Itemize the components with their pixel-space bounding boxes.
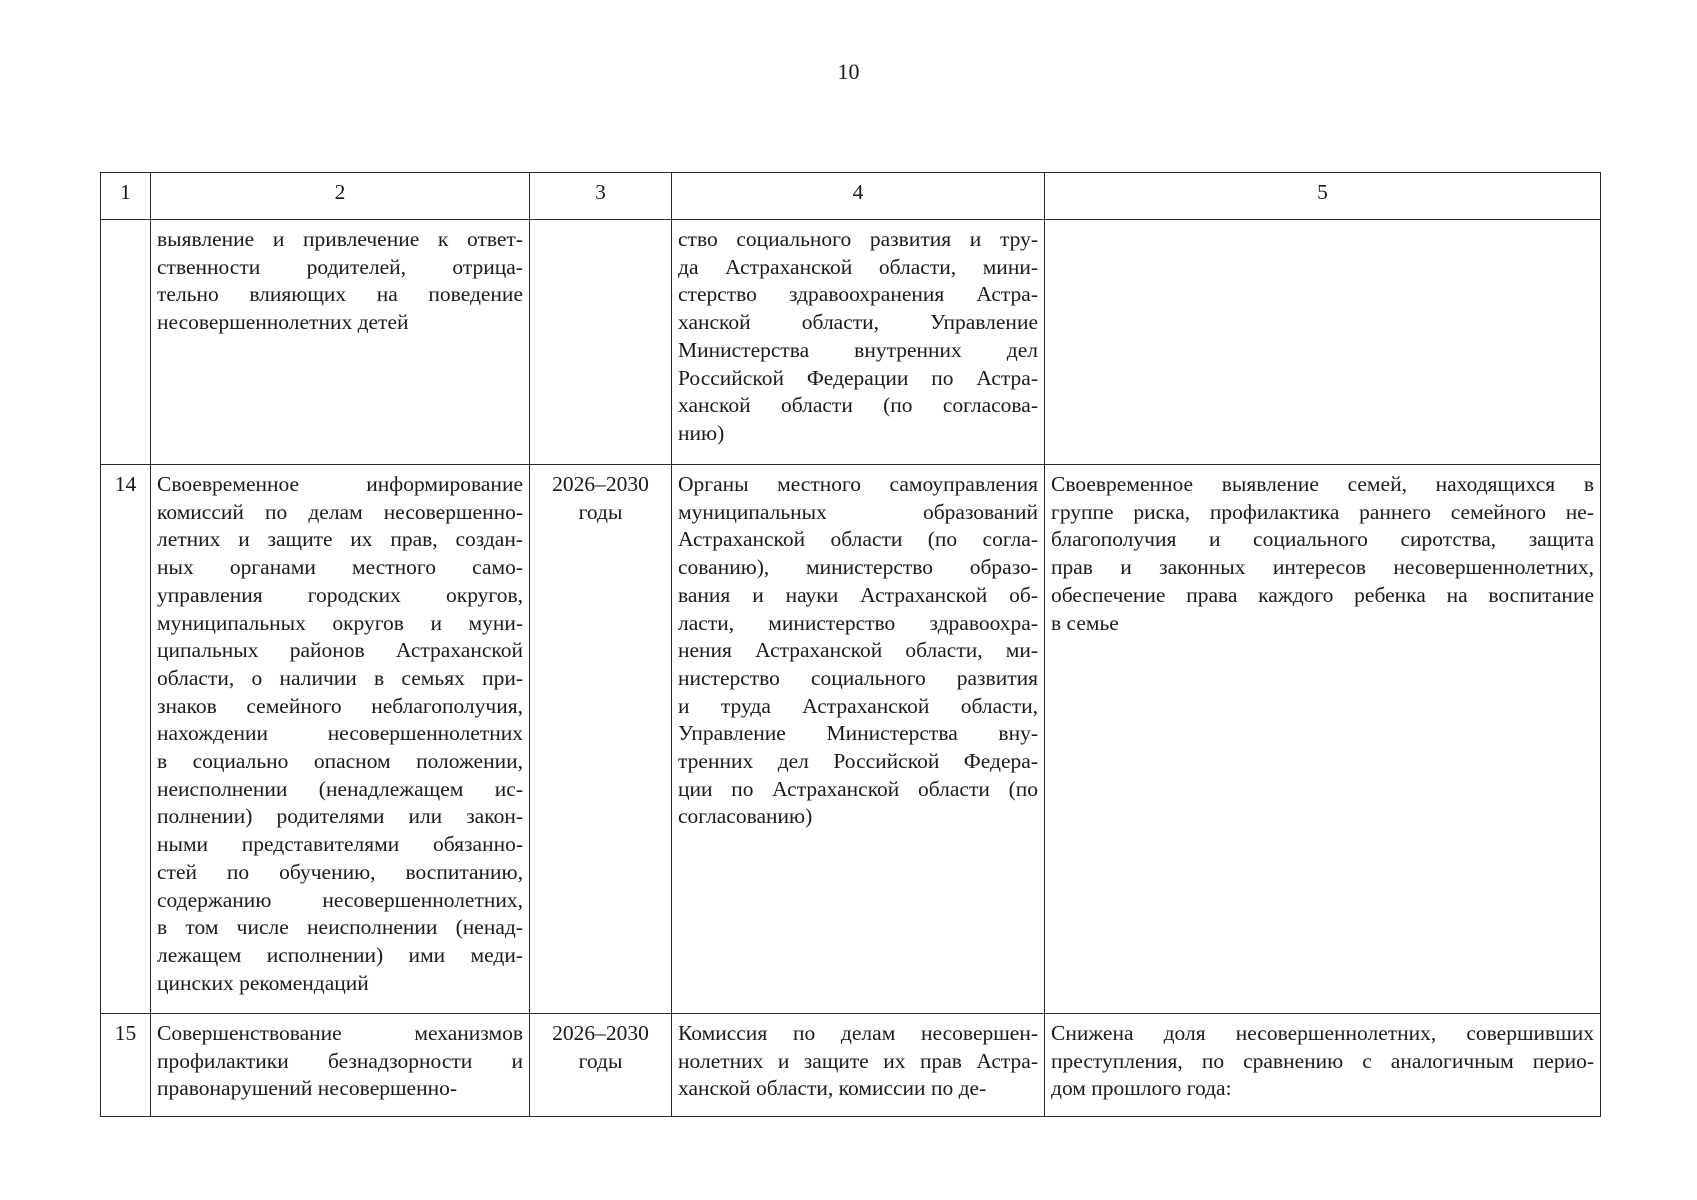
- cell-text-line: ханской области, Управление: [678, 310, 1038, 335]
- cell-text-line: нения Астраханской области, ми-: [678, 638, 1038, 663]
- cell-text-line: управления городских округов,: [157, 582, 523, 607]
- cell-text-line: ханской области, комиссии по де-: [678, 1076, 987, 1101]
- cell-text-line: летних и защите их прав, создан-: [157, 527, 523, 552]
- cell-text-line: Органы местного самоуправления: [678, 472, 1038, 496]
- cell-text-line: ных органами местного само-: [157, 555, 523, 580]
- cell-text-line: Совершенствование механизмов: [157, 1021, 523, 1045]
- cell-text-line: да Астраханской области, мини-: [678, 254, 1038, 279]
- row-number-cell: [101, 220, 151, 465]
- table-row: [101, 1014, 1601, 1117]
- executors-cell: [672, 465, 1045, 1014]
- column-header-measure: 2: [151, 173, 530, 220]
- cell-text-line: тельно влияющих на поведение: [157, 282, 523, 307]
- table-row: [101, 220, 1601, 465]
- cell-text-line: годы: [578, 499, 623, 524]
- cell-text-line: Астраханской области (по согла-: [678, 527, 1038, 552]
- column-header-number: 1: [101, 173, 151, 220]
- measures-table: [100, 172, 1601, 1117]
- cell-text-line: Российской Федерации по Астра-: [678, 365, 1038, 390]
- result-cell: [1045, 220, 1601, 465]
- column-header-executors: 4: [672, 173, 1045, 220]
- column-header-result: 5: [1045, 173, 1601, 220]
- cell-text-line: знаков семейного неблагополучия,: [157, 693, 523, 718]
- cell-text-line: преступления, по сравнению с аналогичным перио-: [1051, 1048, 1594, 1073]
- cell-text-line: дом прошлого года:: [1051, 1076, 1232, 1101]
- cell-text-line: 2026–2030: [552, 1021, 649, 1045]
- cell-text-line: правонарушений несовершенно-: [157, 1076, 458, 1101]
- cell-text-line: Своевременное информирование: [157, 472, 523, 496]
- cell-text-line: содержанию несовершеннолетних,: [157, 887, 523, 912]
- cell-text-line: стей по обучению, воспитанию,: [157, 859, 523, 884]
- period-cell: [530, 465, 672, 1014]
- result-cell: [1045, 1014, 1601, 1117]
- cell-text-line: и труда Астраханской области,: [678, 693, 1038, 718]
- cell-text-line: ными представителями обязанно-: [157, 832, 523, 857]
- table-row: [101, 465, 1601, 1014]
- cell-text-line: группе риска, профилактика раннего семейного не-: [1051, 499, 1594, 524]
- cell-text-line: Министерства внутренних дел: [678, 337, 1038, 362]
- cell-text-line: ласти, министерство здравоохра-: [678, 610, 1038, 635]
- cell-text-line: Своевременное выявление семей, находящихся в: [1051, 472, 1594, 496]
- cell-text-line: нистерство социального развития: [678, 665, 1038, 690]
- cell-text-line: муниципальных образований: [678, 499, 1038, 524]
- cell-text-line: в социально опасном положении,: [157, 749, 523, 774]
- cell-text-line: согласованию): [678, 804, 813, 829]
- cell-text-line: ханской области (по согласова-: [678, 393, 1038, 418]
- period-cell: [530, 1014, 672, 1117]
- cell-text-line: Комиссия по делам несовершен-: [678, 1021, 1038, 1045]
- cell-text-line: стерство здравоохранения Астра-: [678, 282, 1038, 307]
- cell-text-line: ство социального развития и тру-: [678, 227, 1038, 251]
- measure-cell: [151, 465, 530, 1014]
- result-cell: [1045, 465, 1601, 1014]
- cell-text-line: цинских рекомендаций: [157, 970, 369, 995]
- cell-text-line: годы: [578, 1048, 623, 1073]
- cell-text-line: ственности родителей, отрица-: [157, 254, 523, 279]
- cell-text-line: прав и законных интересов несовершеннолетних,: [1051, 555, 1594, 580]
- cell-text-line: лежащем исполнении) ими меди-: [157, 942, 523, 967]
- cell-text-line: Снижена доля несовершеннолетних, совершивших: [1051, 1021, 1594, 1045]
- column-header-row: [101, 173, 1601, 220]
- period-cell: [530, 220, 672, 465]
- cell-text-line: профилактики безнадзорности и: [157, 1048, 523, 1073]
- cell-text-line: комиссий по делам несовершенно-: [157, 499, 523, 524]
- cell-text-line: Управление Министерства вну-: [678, 721, 1038, 746]
- cell-text-line: несовершеннолетних детей: [157, 310, 409, 335]
- cell-text-line: муниципальных округов и муни-: [157, 610, 523, 635]
- page-number: 10: [837, 59, 860, 84]
- cell-text-line: сованию), министерство образо-: [678, 555, 1038, 580]
- cell-text-line: области, о наличии в семьях при-: [157, 665, 523, 690]
- cell-text-line: нахождении несовершеннолетних: [157, 721, 523, 746]
- cell-text-line: вания и науки Астраханской об-: [678, 582, 1038, 607]
- cell-text-line: неисполнении (ненадлежащем ис-: [157, 776, 523, 801]
- cell-text-line: 2026–2030: [552, 472, 649, 496]
- cell-text-line: благополучия и социального сиротства, защита: [1051, 527, 1594, 552]
- cell-text-line: ципальных районов Астраханской: [157, 638, 523, 663]
- row-number-cell: 14: [101, 465, 151, 1014]
- measure-cell: [151, 1014, 530, 1117]
- cell-text-line: в том числе неисполнении (ненад-: [157, 915, 523, 940]
- column-header-period: 3: [530, 173, 672, 220]
- cell-text-line: полнении) родителями или закон-: [157, 804, 523, 829]
- row-number-cell: 15: [101, 1014, 151, 1117]
- executors-cell: [672, 1014, 1045, 1117]
- cell-text-line: в семье: [1051, 610, 1119, 635]
- cell-text-line: обеспечение права каждого ребенка на воспитание: [1051, 582, 1594, 607]
- cell-text-line: ции по Астраханской области (по: [678, 776, 1038, 801]
- executors-cell: [672, 220, 1045, 465]
- cell-text-line: нию): [678, 420, 725, 445]
- cell-text-line: нолетних и защите их прав Астра-: [678, 1048, 1038, 1073]
- cell-text-line: тренних дел Российской Федера-: [678, 749, 1038, 774]
- measure-cell: [151, 220, 530, 465]
- cell-text-line: выявление и привлечение к ответ-: [157, 227, 523, 251]
